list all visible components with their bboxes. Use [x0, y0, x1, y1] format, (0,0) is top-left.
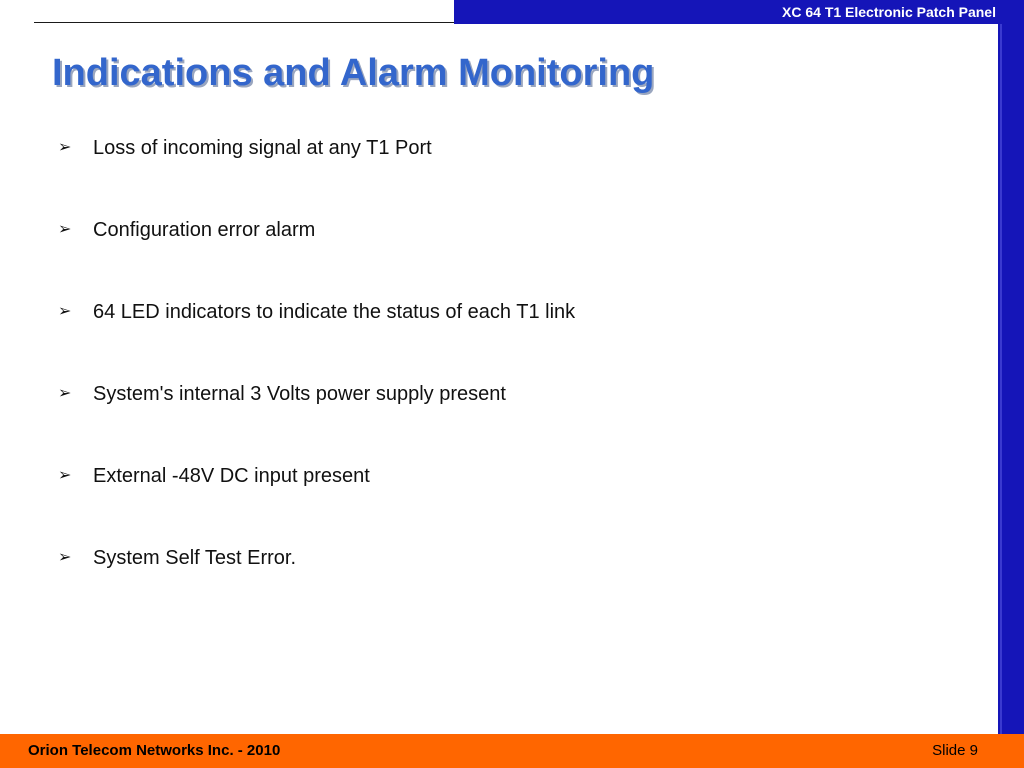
- bullet-item: [58, 134, 575, 216]
- slide-title: Indications and Alarm Monitoring: [52, 52, 655, 94]
- arrow-bullet-icon: ➢: [58, 467, 72, 484]
- slide-number: Slide 9: [932, 742, 978, 759]
- bullet-item: [58, 544, 575, 626]
- footer-bar: [0, 734, 1024, 768]
- bullet-item: [58, 298, 575, 380]
- bullet-text: 64 LED indicators to indicate the status of each T1 link: [93, 301, 576, 323]
- arrow-bullet-icon: ➢: [58, 303, 72, 320]
- header-bar: [454, 0, 1000, 24]
- arrow-bullet-icon: ➢: [58, 549, 72, 566]
- top-divider: [34, 22, 454, 23]
- bullet-text: System Self Test Error.: [93, 547, 297, 569]
- right-accent-edge: [1000, 24, 1002, 734]
- arrow-bullet-icon: ➢: [58, 221, 72, 238]
- header-product-title: XC 64 T1 Electronic Patch Panel: [782, 4, 996, 20]
- bullet-item: [58, 462, 575, 544]
- bullet-list: [58, 134, 575, 626]
- bullet-text: Loss of incoming signal at any T1 Port: [93, 137, 432, 159]
- bullet-text: System's internal 3 Volts power supply present: [93, 383, 506, 405]
- arrow-bullet-icon: ➢: [58, 385, 72, 402]
- bullet-item: [58, 216, 575, 298]
- bullet-item: [58, 380, 575, 462]
- bullet-text: External -48V DC input present: [93, 465, 370, 487]
- bullet-text: Configuration error alarm: [93, 219, 316, 241]
- footer-company: Orion Telecom Networks Inc. - 2010: [28, 742, 281, 759]
- arrow-bullet-icon: ➢: [58, 139, 72, 156]
